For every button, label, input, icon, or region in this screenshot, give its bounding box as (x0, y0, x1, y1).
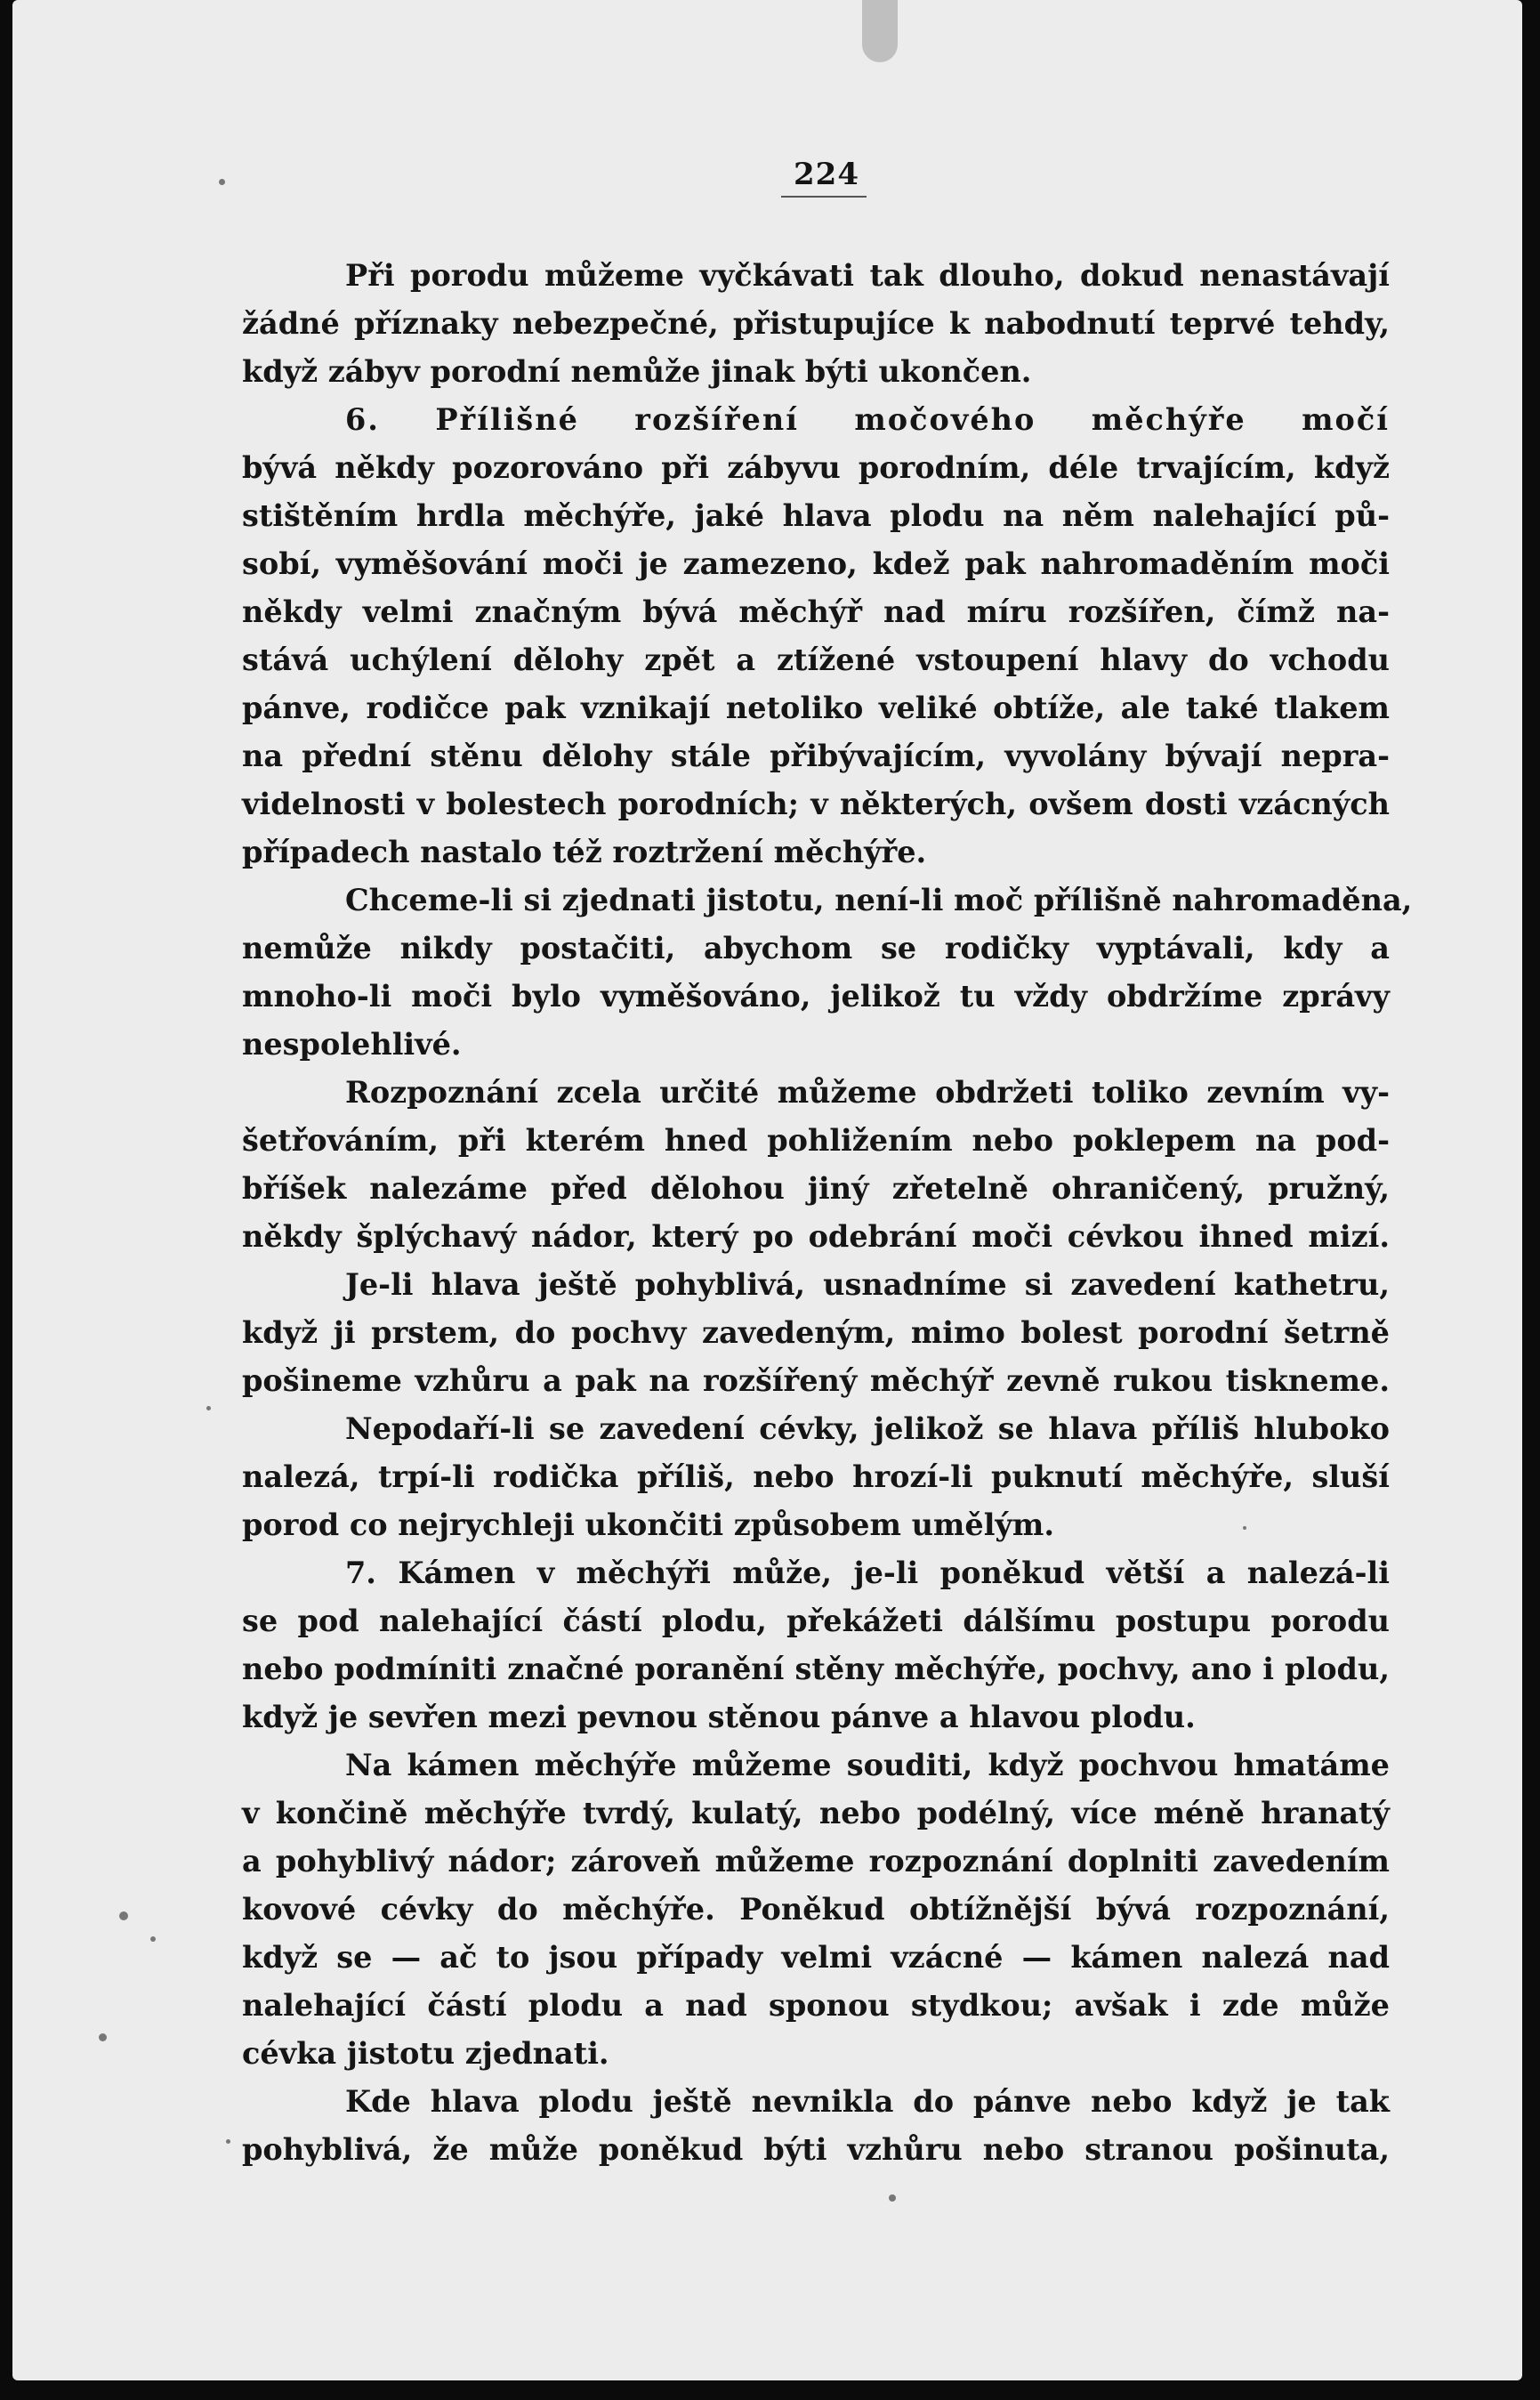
text-line: nespolehlivé. (242, 1027, 462, 1062)
text-line: pohyblivá, že může poněkud býti vzhůru nebo stranou pošinuta, (242, 2132, 1390, 2167)
text-line: Rozpoznání zcela určité můžeme obdržeti toliko zevním vy- (345, 1075, 1390, 1110)
text-line: se pod nalehající částí plodu, překážeti dálšímu postupu porodu (242, 1604, 1390, 1638)
text-line: nebo podmíniti značné poranění stěny měchýře, pochvy, ano i plodu, (242, 1652, 1390, 1686)
text-line: Kde hlava plodu ještě nevnikla do pánve nebo když je tak (345, 2084, 1390, 2119)
body-text (242, 252, 1413, 2174)
text-line: nemůže nikdy postačiti, abychom se rodičky vyptávali, kdy a (242, 931, 1390, 966)
text-line: na přední stěnu dělohy stále přibývajícím, vyvolány bývají nepra- (242, 739, 1390, 773)
scan-speck (206, 1406, 211, 1410)
text-line: stištěním hrdla měchýře, jaké hlava plodu na něm nalehající pů- (242, 498, 1390, 533)
text-line: 6. Přílišné rozšíření močového měchýře močí (345, 402, 1390, 437)
text-line: a pohyblivý nádor; zároveň můžeme rozpoznání doplniti zavedením (242, 1844, 1390, 1879)
text-line: šetřováním, při kterém hned pohližením nebo poklepem na pod- (242, 1123, 1390, 1158)
text-line: cévka jistotu zjednati. (242, 2036, 609, 2071)
text-line: pánve, rodičce pak vznikají netoliko veliké obtíže, ale také tlakem (242, 691, 1390, 725)
text-line: sobí, vyměšování moči je zamezeno, kdež pak nahromaděním moči (242, 546, 1390, 581)
text-line: bříšek nalezáme před dělohou jiný zřetelně ohraničený, pružný, (242, 1171, 1390, 1206)
text-line: případech nastalo též roztržení měchýře. (242, 835, 927, 869)
text-line: Na kámen měchýře můžeme souditi, když pochvou hmatáme (345, 1748, 1390, 1782)
text-line: Při porodu můžeme vyčkávati tak dlouho, dokud nenastávají (345, 258, 1390, 293)
scan-speck (99, 2033, 107, 2041)
text-line: někdy šplýchavý nádor, který po odebrání moči cévkou ihned mizí. (242, 1219, 1390, 1254)
text-line: Je-li hlava ještě pohyblivá, usnadníme si zavedení kathetru, (345, 1267, 1390, 1302)
scan-speck (226, 2139, 230, 2144)
text-line: nalezá, trpí-li rodička příliš, nebo hrozí-li puknutí měchýře, sluší (242, 1459, 1390, 1494)
scan-speck (219, 179, 225, 185)
text-line: když zábyv porodní nemůže jinak býti ukončen. (242, 354, 1032, 389)
page-number-rule (781, 196, 867, 198)
text-line: někdy velmi značným bývá měchýř nad míru rozšířen, čímž na- (242, 594, 1390, 629)
page-number: 224 (794, 157, 859, 192)
text-line: když se — ač to jsou případy velmi vzácné — kámen nalezá nad (242, 1940, 1390, 1975)
scan-speck (1243, 1526, 1246, 1530)
text-line: pošineme vzhůru a pak na rozšířený měchýř zevně rukou tiskneme. (242, 1363, 1390, 1398)
scanned-page (12, 0, 1522, 2380)
text-line: v končině měchýře tvrdý, kulatý, nebo podélný, více méně hranatý (242, 1796, 1390, 1830)
text-line: když je sevřen mezi pevnou stěnou pánve a hlavou plodu. (242, 1700, 1196, 1734)
scan-speck (150, 1936, 156, 1942)
text-line: 7. Kámen v měchýři může, je-li poněkud větší a nalezá-li (345, 1556, 1390, 1590)
text-line: videlnosti v bolestech porodních; v některých, ovšem dosti vzácných (242, 787, 1390, 821)
text-line: nalehající částí plodu a nad sponou stydkou; avšak i zde může (242, 1988, 1390, 2023)
text-line: Nepodaří-li se zavedení cévky, jelikož se hlava příliš hluboko (345, 1411, 1390, 1446)
text-line: bývá někdy pozorováno při zábyvu porodním, déle trvajícím, když (242, 450, 1390, 485)
text-line: Chceme-li si zjednati jistotu, není-li moč přílišně nahromaděna, (345, 883, 1413, 917)
scan-speck (889, 2194, 896, 2202)
text-line: žádné příznaky nebezpečné, přistupujíce k nabodnutí teprvé tehdy, (242, 306, 1390, 341)
text-line: mnoho-li moči bylo vyměšováno, jelikož tu vždy obdržíme zprávy (242, 979, 1390, 1014)
text-line: stává uchýlení dělohy zpět a ztížené vstoupení hlavy do vchodu (242, 642, 1390, 677)
text-line: když ji prstem, do pochvy zavedeným, mimo bolest porodní šetrně (242, 1315, 1390, 1350)
scan-speck (119, 1911, 128, 1920)
text-line: kovové cévky do měchýře. Poněkud obtížnější bývá rozpoznání, (242, 1892, 1390, 1927)
text-line: porod co nejrychleji ukončiti způsobem umělým. (242, 1507, 1054, 1542)
scan-smudge (862, 0, 898, 62)
